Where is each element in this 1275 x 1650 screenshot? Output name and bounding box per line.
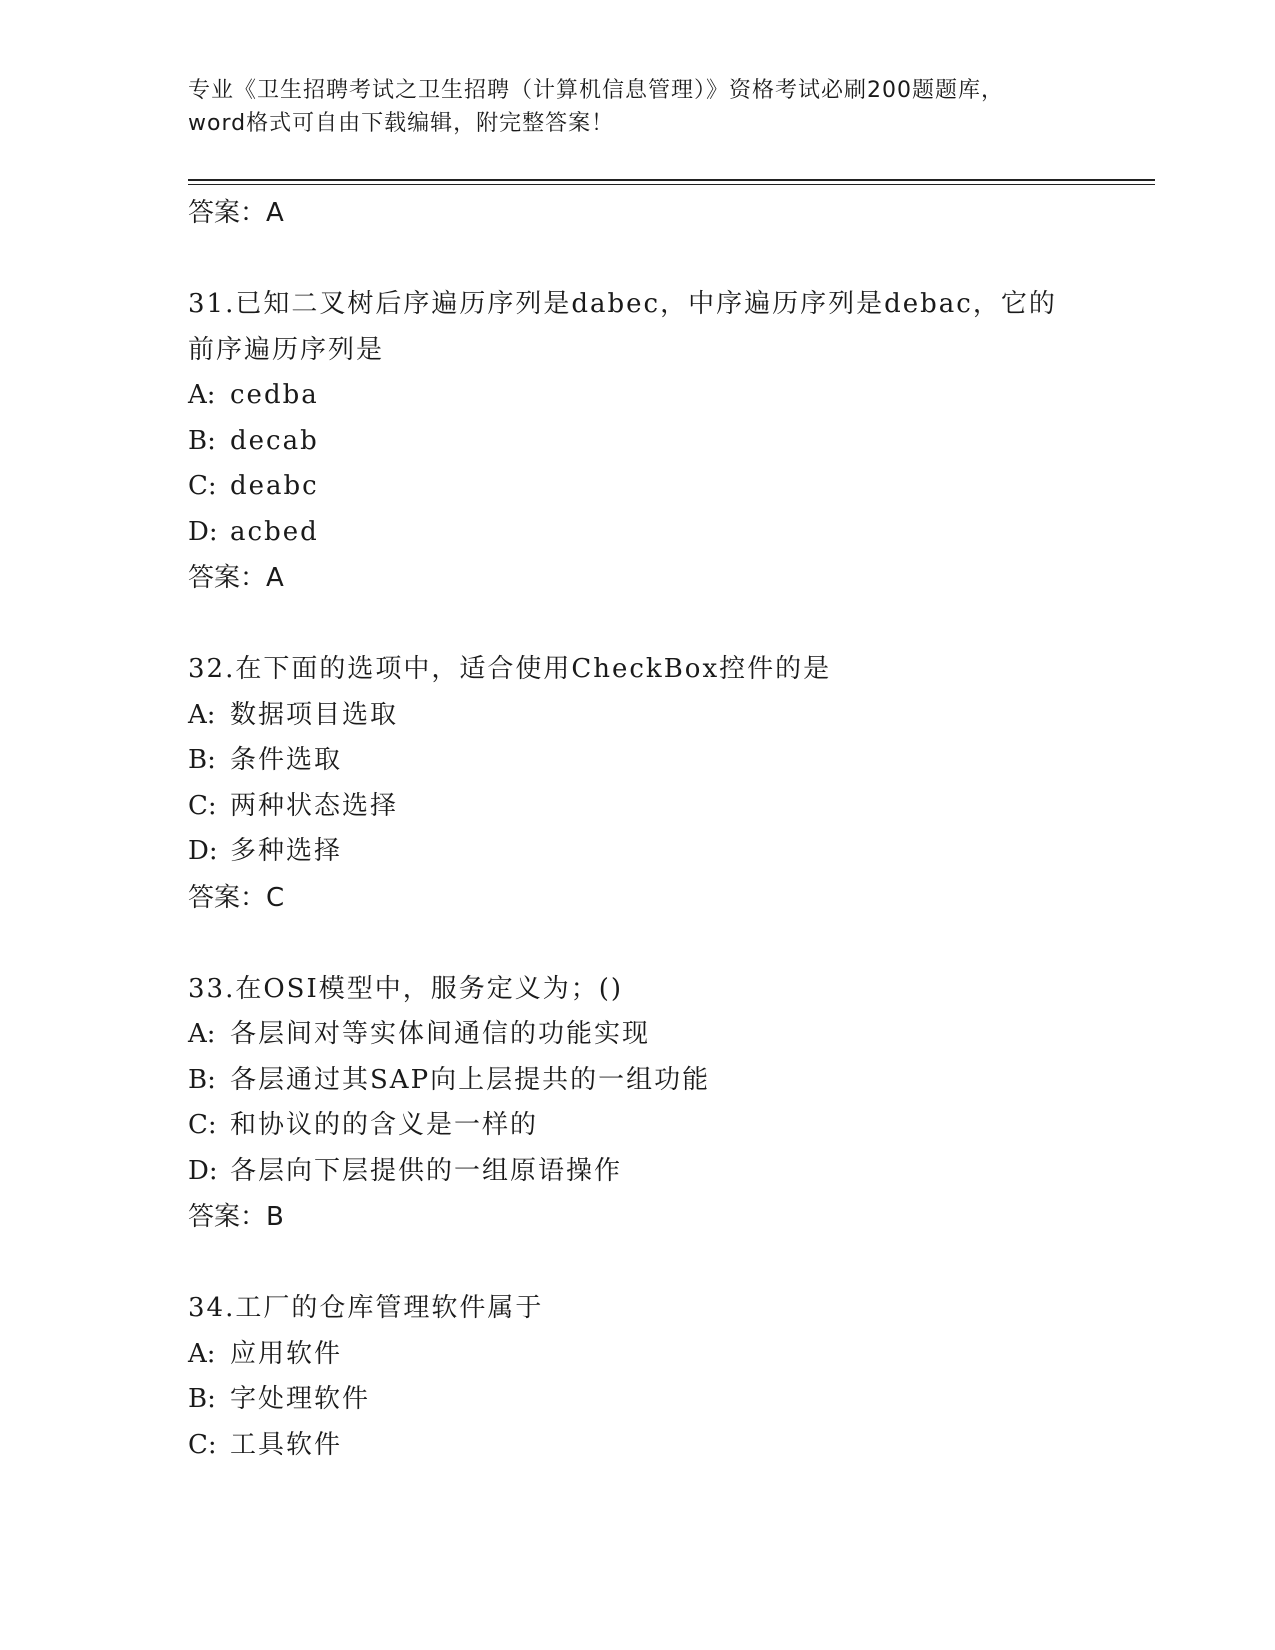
option-text: 和协议的的含义是一样的 xyxy=(230,1110,539,1140)
header-rule-thick xyxy=(188,179,1155,181)
option-text: 各层向下层提供的一组原语操作 xyxy=(230,1155,623,1186)
answer-line: 答案：A xyxy=(188,563,284,593)
option-label: B: xyxy=(188,1064,216,1095)
option-row xyxy=(188,829,1088,875)
option-text: 数据项目选取 xyxy=(230,699,399,730)
option-label: A: xyxy=(188,1338,216,1369)
option-text: cedba xyxy=(230,380,319,410)
option-label: D: xyxy=(188,516,218,547)
question-block xyxy=(188,282,1088,647)
option-label: C: xyxy=(188,1429,217,1460)
option-label: C: xyxy=(188,471,217,501)
option-row xyxy=(188,1012,1088,1058)
spacer xyxy=(188,1240,1088,1286)
option-label: A: xyxy=(188,699,216,730)
spacer xyxy=(188,236,1088,282)
question-list xyxy=(188,190,1088,1468)
option-row xyxy=(188,784,1088,830)
option-row xyxy=(188,1377,1088,1423)
header-rule-thin xyxy=(188,184,1155,185)
option-text: deabc xyxy=(230,471,319,501)
header-line-1: 专业《卫生招聘考试之卫生招聘（计算机信息管理）》资格考试必刷200题题库， xyxy=(188,78,1004,103)
option-row xyxy=(188,1423,1088,1469)
option-text: 各层通过其SAP向上层提共的一组功能 xyxy=(230,1064,711,1095)
option-label: B: xyxy=(188,425,216,456)
document-header xyxy=(188,74,1088,140)
option-label: B: xyxy=(188,1384,216,1414)
option-row xyxy=(188,419,1088,465)
option-text: 各层间对等实体间通信的功能实现 xyxy=(230,1019,651,1049)
option-text: 条件选取 xyxy=(230,745,343,775)
question-text: 33.在OSI模型中，服务定义为；() xyxy=(188,973,624,1004)
option-row xyxy=(188,373,1088,419)
option-row xyxy=(188,1103,1088,1149)
option-label: D: xyxy=(188,1155,218,1186)
option-label: D: xyxy=(188,836,218,866)
option-label: A: xyxy=(188,1019,216,1049)
option-row xyxy=(188,1149,1088,1195)
header-line-2: word格式可自由下载编辑，附完整答案！ xyxy=(188,111,615,136)
answer-line: 答案：B xyxy=(188,1202,284,1232)
option-row xyxy=(188,693,1088,739)
question-text: 32.在下面的选项中，适合使用CheckBox控件的是 xyxy=(188,654,832,684)
answer-line: 答案：C xyxy=(188,882,285,913)
option-row xyxy=(188,510,1088,556)
question-block xyxy=(188,967,1088,1287)
question-text: 34.工厂的仓库管理软件属于 xyxy=(188,1293,544,1323)
option-text: 字处理软件 xyxy=(230,1384,371,1414)
option-text: 工具软件 xyxy=(230,1429,343,1460)
option-row xyxy=(188,1058,1088,1104)
option-text: 多种选择 xyxy=(230,836,343,866)
option-text: decab xyxy=(230,425,319,456)
spacer xyxy=(188,601,1088,647)
question-text: 31.已知二叉树后序遍历序列是dabec，中序遍历序列是debac，它的 xyxy=(188,289,1057,319)
option-text: 应用软件 xyxy=(230,1338,343,1369)
previous-answer: 答案：A xyxy=(188,198,284,228)
option-label: B: xyxy=(188,745,216,775)
question-block xyxy=(188,647,1088,967)
option-text: acbed xyxy=(230,516,319,547)
option-text: 两种状态选择 xyxy=(230,790,399,821)
spacer xyxy=(188,921,1088,967)
option-label: A: xyxy=(188,380,216,410)
question-text: 前序遍历序列是 xyxy=(188,334,385,365)
option-label: C: xyxy=(188,1110,217,1140)
option-row xyxy=(188,464,1088,510)
question-block xyxy=(188,1286,1088,1468)
option-label: C: xyxy=(188,790,217,821)
option-row xyxy=(188,1332,1088,1378)
option-row xyxy=(188,738,1088,784)
